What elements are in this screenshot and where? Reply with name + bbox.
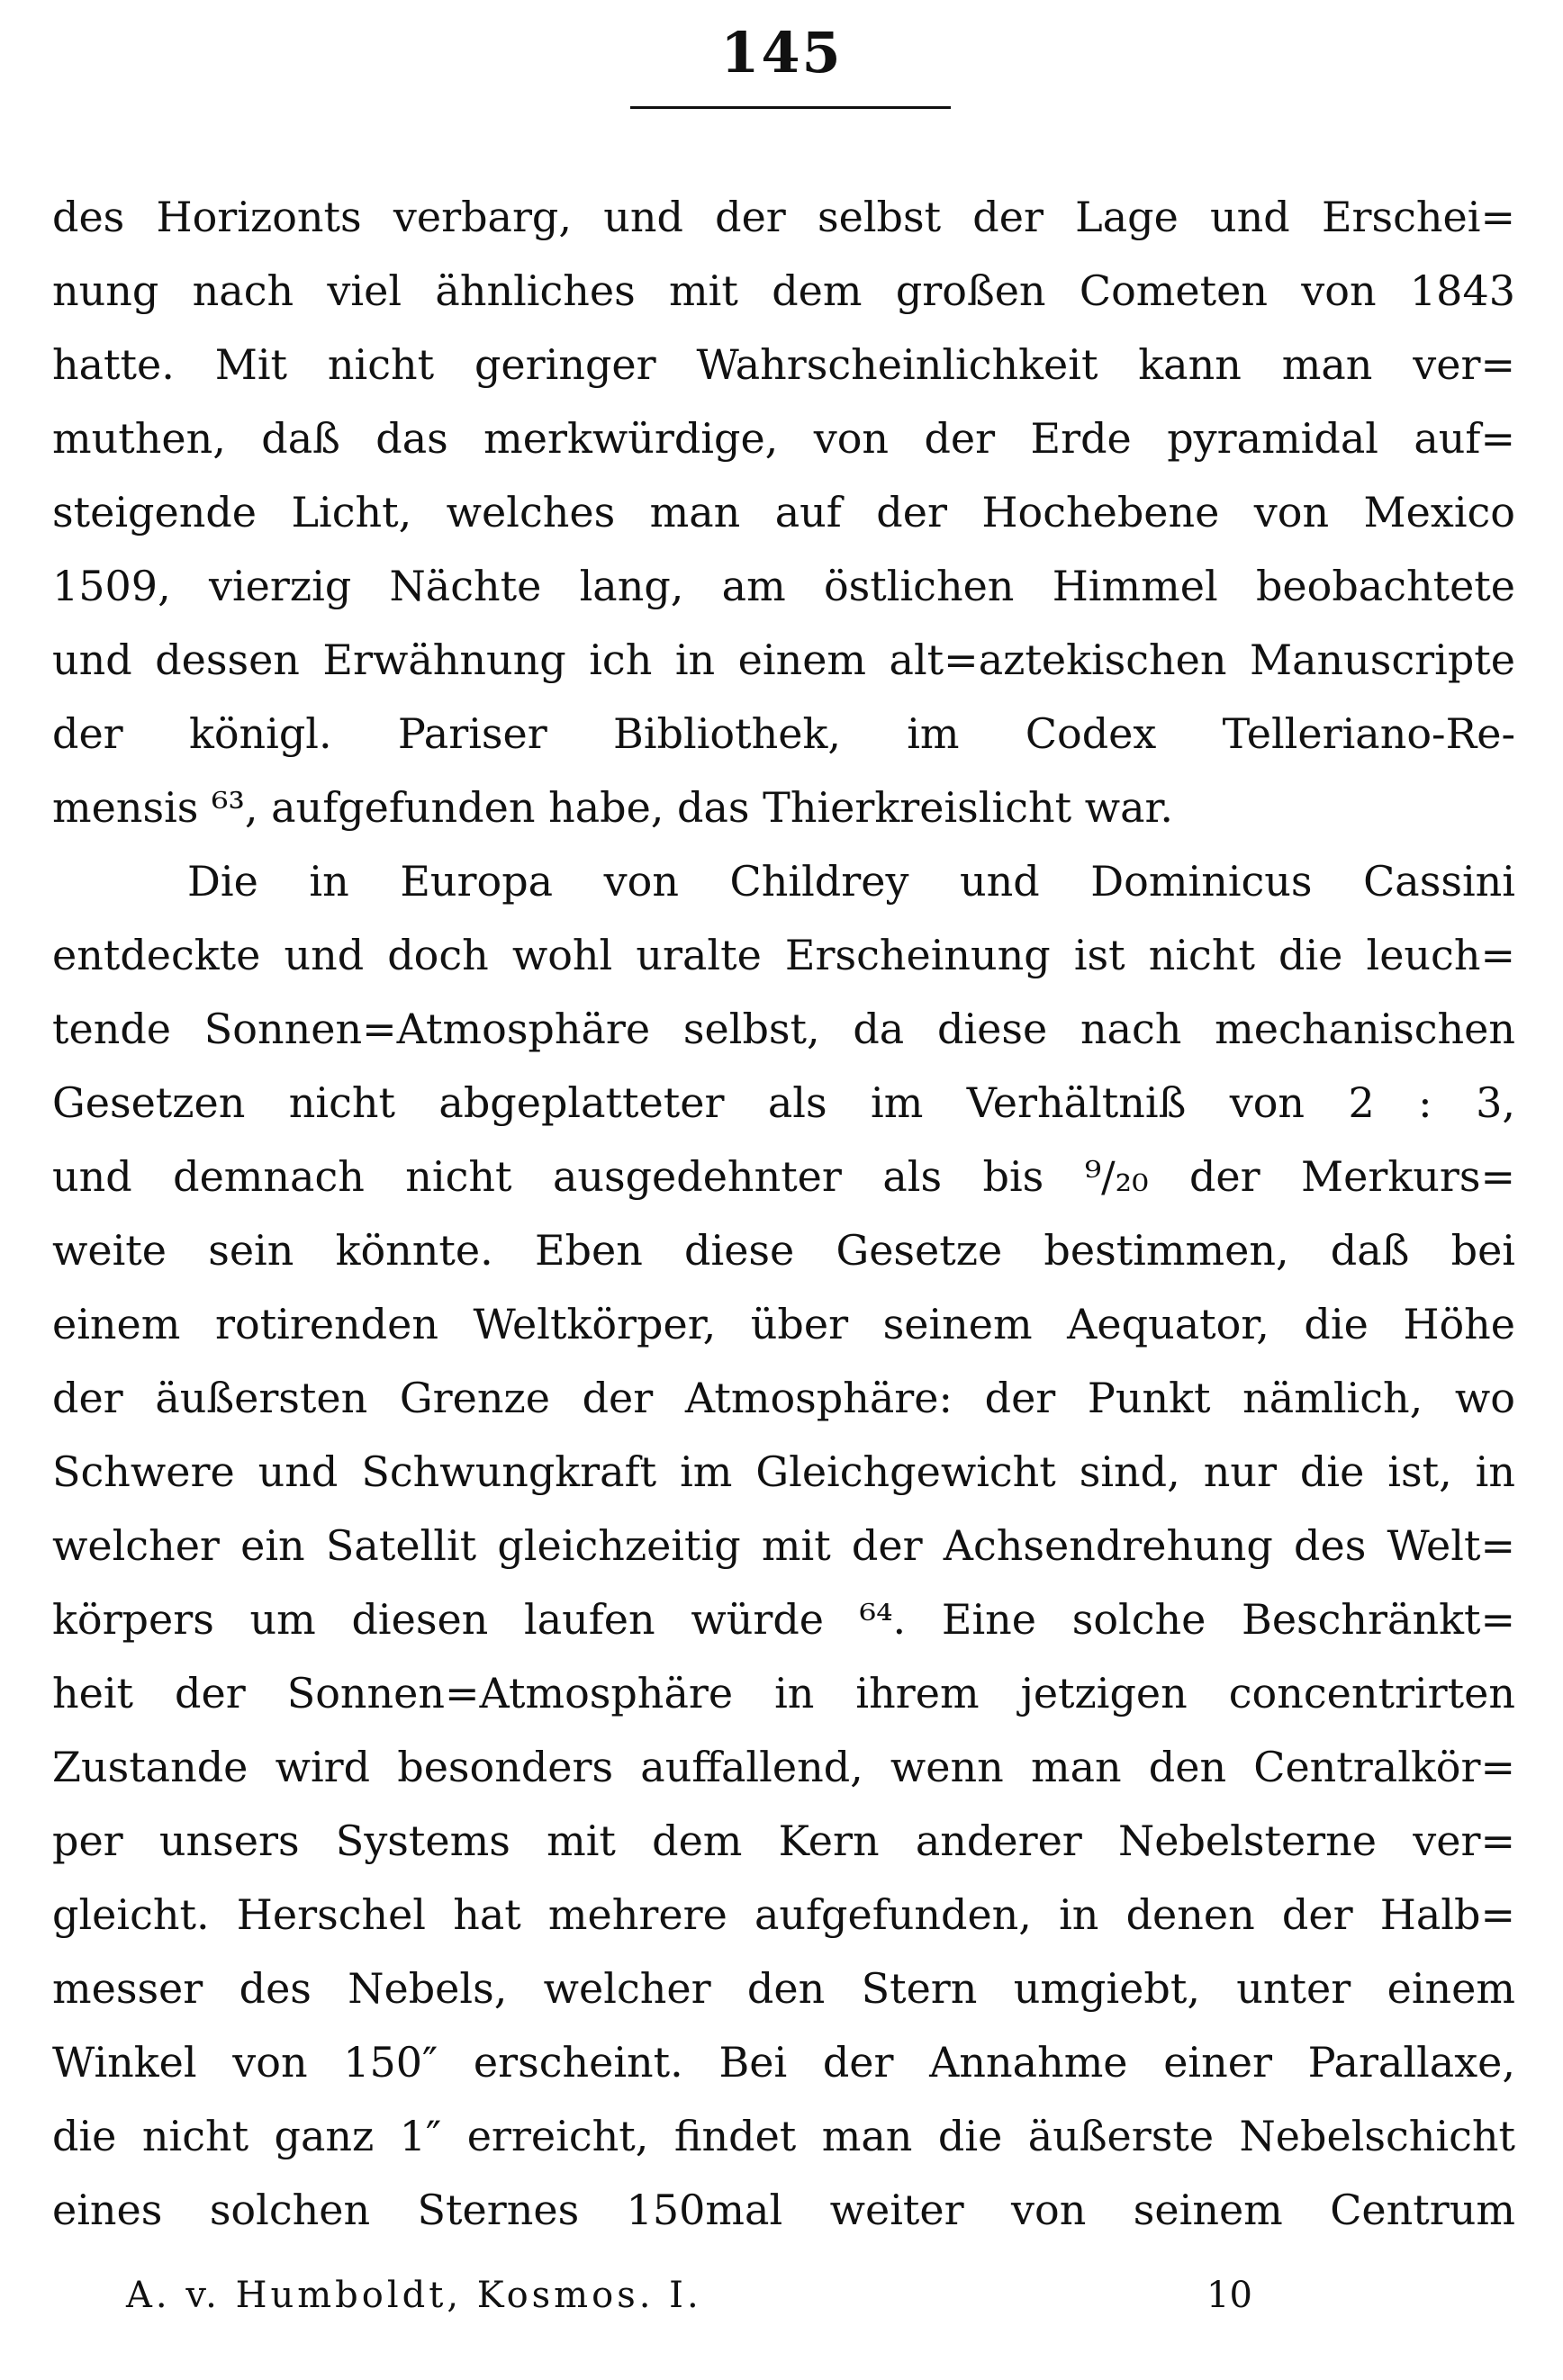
- text-line: und dessen Erwähnung ich in einem alt=aztekischen Manuscripte: [52, 636, 1515, 684]
- signature-mark: A. v. Humboldt, Kosmos. I.: [126, 2275, 702, 2316]
- text-line: tende Sonnen=Atmosphäre selbst, da diese nach mechanischen: [52, 1005, 1515, 1053]
- sheet-number: 10: [1206, 2275, 1252, 2316]
- text-line: 1509, vierzig Nächte lang, am östlichen Himmel beobachtete: [52, 562, 1515, 610]
- body-text: [52, 180, 1515, 2247]
- text-line: die nicht ganz 1″ erreicht, findet man die äußerste Nebelschicht: [52, 2112, 1515, 2160]
- text-line: mensis ⁶³, aufgefunden habe, das Thierkreislicht war.: [52, 783, 1174, 832]
- text-line: heit der Sonnen=Atmosphäre in ihrem jetzigen concentrirten: [52, 1669, 1515, 1717]
- text-line: messer des Nebels, welcher den Stern umgiebt, unter einem: [52, 1964, 1515, 2013]
- text-line: des Horizonts verbarg, und der selbst der Lage und Erschei=: [52, 193, 1515, 241]
- text-line: muthen, daß das merkwürdige, von der Erde pyramidal auf=: [52, 414, 1515, 463]
- text-line: Schwere und Schwungkraft im Gleichgewicht sind, nur die ist, in: [52, 1447, 1515, 1496]
- text-line: Winkel von 150″ erscheint. Bei der Annahme einer Parallaxe,: [52, 2038, 1515, 2087]
- text-line: weite sein könnte. Eben diese Gesetze bestimmen, daß bei: [52, 1226, 1515, 1275]
- text-line: körpers um diesen laufen würde ⁶⁴. Eine solche Beschränkt=: [52, 1595, 1515, 1644]
- text-line: Die in Europa von Childrey und Dominicus Cassini: [187, 857, 1515, 906]
- page-number: 145: [720, 20, 843, 86]
- text-line: Zustande wird besonders auffallend, wenn man den Centralkör=: [52, 1743, 1515, 1791]
- text-line: der äußersten Grenze der Atmosphäre: der Punkt nämlich, wo: [52, 1374, 1515, 1422]
- text-line: hatte. Mit nicht geringer Wahrscheinlichkeit kann man ver=: [52, 340, 1515, 389]
- text-line: nung nach viel ähnliches mit dem großen Cometen von 1843: [52, 266, 1515, 315]
- text-line: einem rotirenden Weltkörper, über seinem Aequator, die Höhe: [52, 1300, 1515, 1348]
- text-line: welcher ein Satellit gleichzeitig mit der Achsendrehung des Welt=: [52, 1521, 1515, 1570]
- text-line: steigende Licht, welches man auf der Hochebene von Mexico: [52, 488, 1515, 536]
- header-rule: [630, 106, 951, 109]
- text-line: entdeckte und doch wohl uralte Erscheinung ist nicht die leuch=: [52, 931, 1515, 979]
- text-line: und demnach nicht ausgedehnter als bis ⁹/₂₀ der Merkurs=: [52, 1152, 1515, 1201]
- text-line: gleicht. Herschel hat mehrere aufgefunden, in denen der Halb=: [52, 1890, 1515, 1939]
- text-line: eines solchen Sternes 150mal weiter von seinem Centrum: [52, 2186, 1515, 2234]
- text-line: per unsers Systems mit dem Kern anderer Nebelsterne ver=: [52, 1817, 1515, 1865]
- text-line: der königl. Pariser Bibliothek, im Codex Telleriano-Re-: [52, 709, 1515, 758]
- text-line: Gesetzen nicht abgeplatteter als im Verhältniß von 2 : 3,: [52, 1078, 1515, 1127]
